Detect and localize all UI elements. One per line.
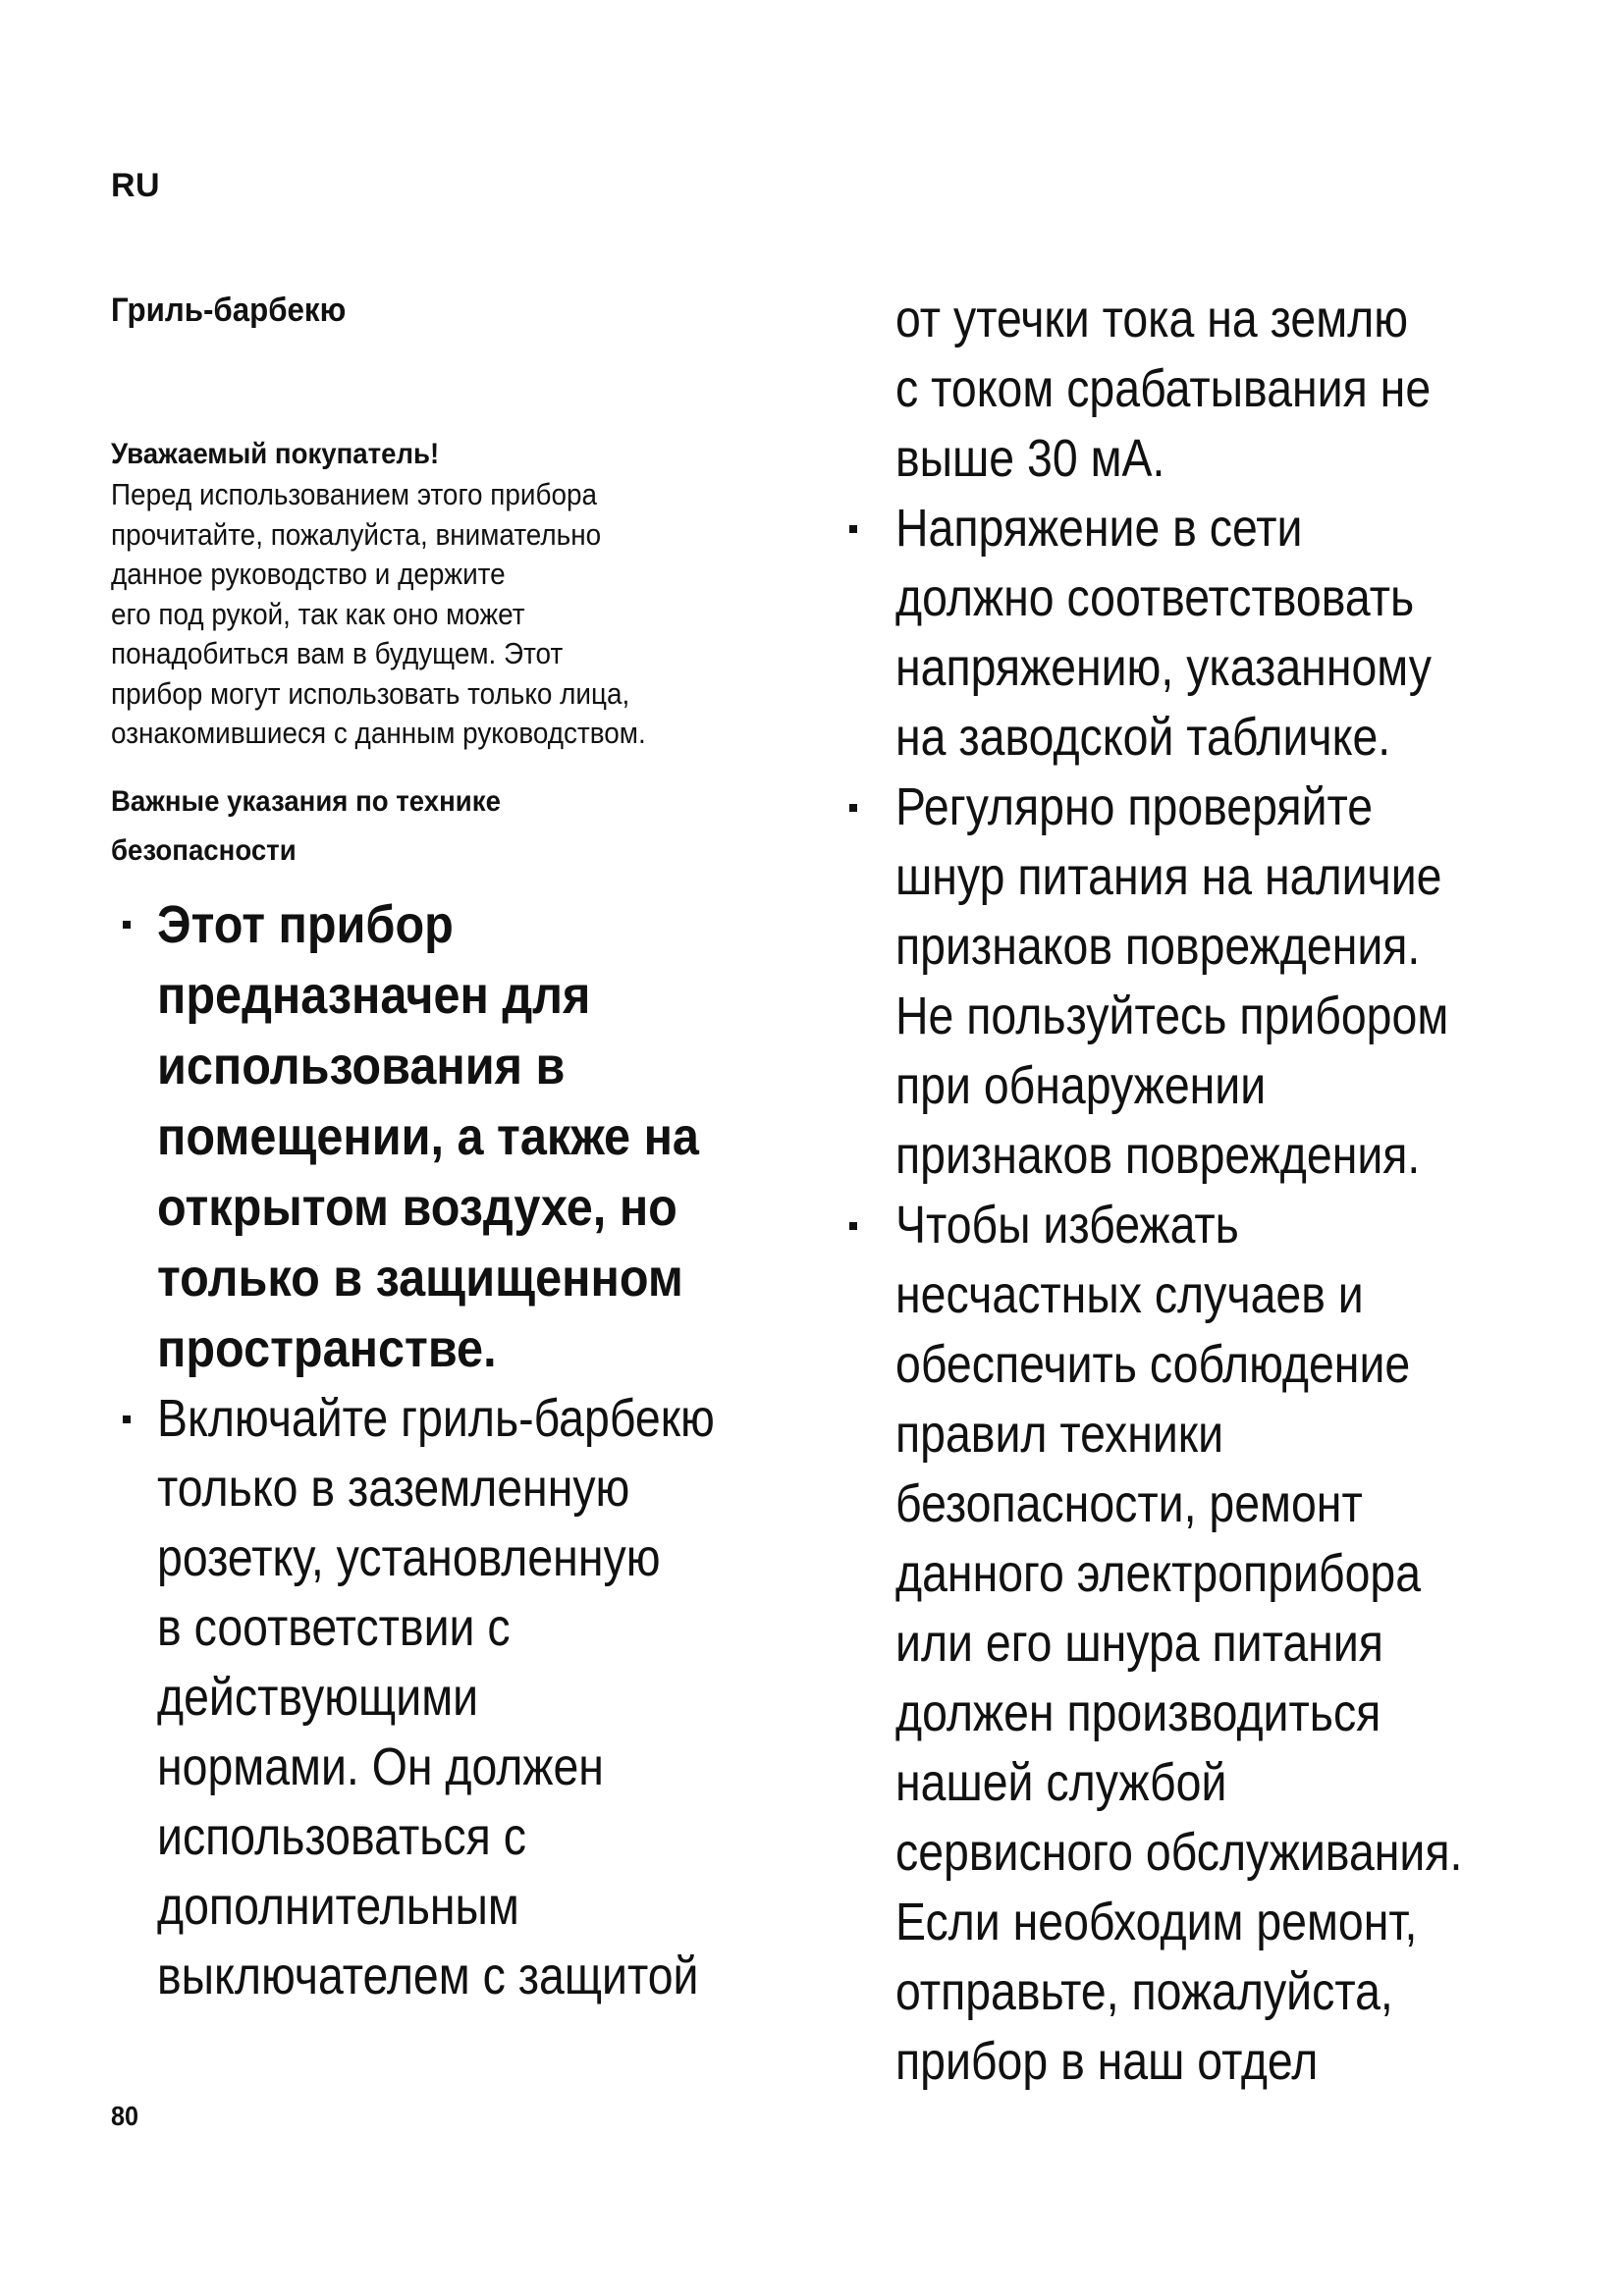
- bullet-line: прибор в наш отдел: [895, 2032, 1319, 2091]
- bullet-line: с током срабатывания не: [895, 359, 1432, 418]
- intro-line: понадобиться вам в будущем. Этот: [111, 636, 564, 670]
- bullet-line: от утечки тока на землю: [895, 290, 1409, 348]
- right-column: [830, 285, 1576, 2097]
- bullet-line: обеспечить соблюдение: [895, 1335, 1411, 1394]
- bullet-line: признаков повреждения.: [895, 1126, 1421, 1185]
- bullet-line: Напряжение в сети: [895, 499, 1303, 558]
- intro-line: данное руководство и держите: [111, 557, 506, 591]
- bullet-mains-voltage: [830, 494, 1576, 773]
- page-number: 80: [111, 2101, 139, 2131]
- bullet-line: предназначен для: [157, 965, 591, 1025]
- bullet-line: правил техники: [895, 1405, 1224, 1464]
- bullet-marker: [849, 804, 857, 812]
- bullet-marker: [123, 921, 131, 929]
- bullet-marker: [849, 1222, 857, 1230]
- intro-line: ознакомившиеся с данным руководством.: [111, 716, 646, 750]
- intro-line: прибор могут использовать только лица,: [111, 675, 630, 711]
- bullet-line: Не пользуйтесь прибором: [895, 987, 1449, 1045]
- document-title: Гриль-барбекю: [111, 292, 347, 329]
- safety-heading-line: безопасности: [111, 833, 297, 867]
- bullet-grounded-socket-continued: [830, 285, 1576, 494]
- safety-heading: [111, 777, 761, 876]
- bullet-line: Если необходим ремонт,: [895, 1893, 1418, 1951]
- bullet-line: на заводской табличке.: [895, 708, 1391, 767]
- language-code: RU: [111, 167, 161, 204]
- bullet-line: выключателем с защитой: [157, 1946, 699, 2005]
- bullet-line: или его шнура питания: [895, 1614, 1383, 1673]
- bullet-line: открытом воздухе, но: [157, 1177, 677, 1237]
- bullet-line: использования в: [157, 1036, 566, 1095]
- intro-line: его под рукой, так как оно может: [111, 596, 525, 631]
- bullet-line: при обнаружении: [895, 1056, 1267, 1115]
- bullet-line: пространстве.: [157, 1318, 497, 1378]
- bullet-line: данного электроприбора: [895, 1544, 1422, 1603]
- bullet-marker: [123, 1415, 131, 1423]
- bullet-line: шнур питания на наличие: [895, 847, 1442, 906]
- bullet-check-cord: [830, 773, 1576, 1191]
- salutation: Уважаемый покупатель!: [111, 438, 440, 470]
- bullet-line: нормами. Он должен: [157, 1736, 604, 1796]
- bullet-line: дополнительным: [157, 1876, 519, 1936]
- bullet-line: выше 30 мА.: [895, 429, 1165, 488]
- bullet-line: Этот прибор: [157, 894, 454, 954]
- bullet-repair-service: [830, 1191, 1576, 2097]
- bullet-line: розетку, установленную: [157, 1527, 661, 1587]
- intro-line: прочитайте, пожалуйста, внимательно: [111, 516, 602, 552]
- bullet-line: только в защищенном: [157, 1248, 683, 1308]
- bullet-indoor-outdoor: [111, 889, 818, 1384]
- bullet-line: признаков повреждения.: [895, 917, 1421, 976]
- bullet-line: должен производиться: [895, 1683, 1381, 1742]
- bullet-marker: [849, 525, 857, 533]
- bullet-line: Включайте гриль-барбекю: [157, 1388, 715, 1448]
- bullet-line: в соответствии с: [157, 1597, 511, 1657]
- bullet-line: использоваться с: [157, 1806, 526, 1866]
- bullet-line: нашей службой: [895, 1753, 1227, 1812]
- bullet-line: сервисного обслуживания.: [895, 1823, 1463, 1882]
- bullet-line: Чтобы избежать: [895, 1196, 1239, 1255]
- bullet-line: действующими: [157, 1667, 479, 1727]
- bullet-line: Регулярно проверяйте: [895, 777, 1374, 836]
- left-column: [111, 291, 818, 2011]
- bullet-line: отправьте, пожалуйста,: [895, 1962, 1393, 2021]
- intro-line: Перед использованием этого прибора: [111, 477, 598, 511]
- bullet-line: должно соответствовать: [895, 568, 1415, 627]
- bullet-line: только в заземленную: [157, 1458, 630, 1518]
- bullet-line: несчастных случаев и: [895, 1265, 1364, 1324]
- intro-paragraph: [111, 475, 818, 754]
- bullet-grounded-socket: [111, 1384, 818, 2011]
- bullet-line: напряжению, указанному: [895, 638, 1432, 697]
- safety-heading-line: Важные указания по технике: [111, 784, 501, 818]
- bullet-line: помещении, а также на: [157, 1106, 699, 1166]
- bullet-line: безопасности, ремонт: [895, 1474, 1363, 1533]
